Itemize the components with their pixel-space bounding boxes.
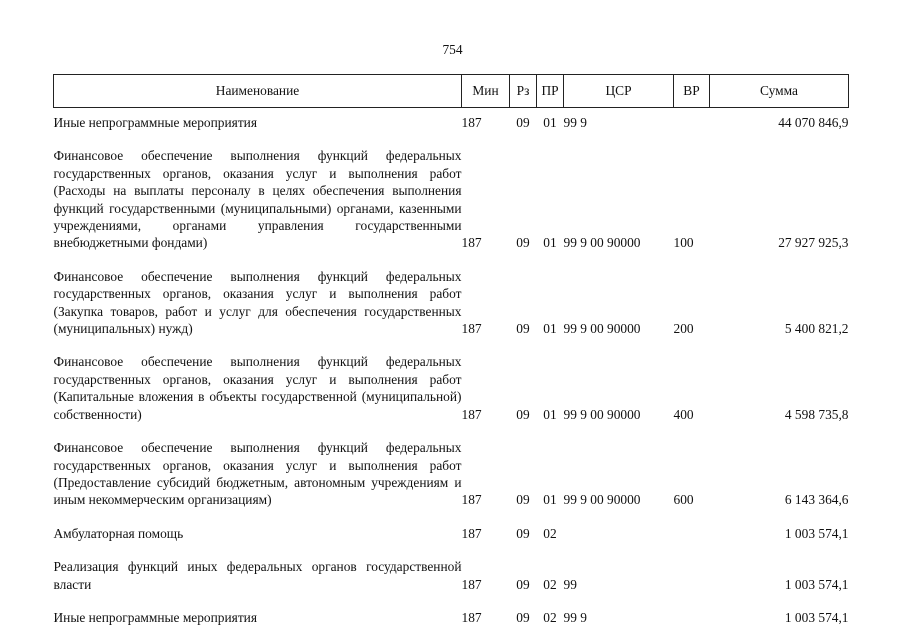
table-row — [54, 509, 849, 542]
row-rz: 09 — [516, 492, 530, 508]
row-sum: 6 143 364,6 — [784, 492, 849, 508]
row-min: 187 — [461, 576, 482, 592]
row-vr: 600 — [673, 492, 694, 508]
row-rz: 09 — [516, 576, 530, 592]
row-name: Реализация функций иных федеральных органов государственной власти — [53, 559, 462, 592]
row-csr — [564, 509, 674, 542]
row-pr: 01 — [543, 492, 557, 508]
row-vr — [674, 542, 710, 593]
row-name: Финансовое обеспечение выполнения функций федеральных государственных органов, оказания услуг и выполнения работ (Закупка товаров, работ и услуг для обеспечения государственных (муниципальных) нужд) — [53, 268, 462, 337]
row-rz: 09 — [516, 609, 530, 625]
header-pr: ПР — [537, 75, 564, 108]
table-row — [54, 108, 849, 132]
row-min: 187 — [461, 115, 482, 130]
row-sum: 1 003 574,1 — [784, 576, 849, 592]
row-vr — [674, 509, 710, 542]
header-csr: ЦСР — [564, 75, 674, 108]
row-sum: 27 927 925,3 — [778, 235, 849, 251]
header-min: Мин — [462, 75, 510, 108]
row-csr: 99 9 00 90000 — [563, 492, 641, 508]
table-header-row — [54, 75, 849, 108]
row-csr: 99 9 00 90000 — [563, 235, 641, 251]
row-vr — [674, 108, 710, 132]
row-pr: 01 — [543, 235, 557, 251]
row-min: 187 — [461, 525, 482, 541]
row-rz: 09 — [516, 115, 530, 130]
table-row — [54, 337, 849, 423]
header-rz: Рз — [510, 75, 537, 108]
page-number: 754 — [442, 42, 463, 57]
row-rz: 09 — [516, 321, 530, 337]
row-csr: 99 9 — [563, 609, 587, 625]
row-min: 187 — [461, 235, 482, 251]
row-name: Амбулаторная помощь — [53, 525, 184, 541]
row-name: Иные непрограммные мероприятия — [53, 609, 257, 625]
header-sum: Сумма — [710, 75, 849, 108]
row-pr: 01 — [543, 115, 557, 130]
row-csr: 99 9 00 90000 — [563, 321, 641, 337]
row-vr: 200 — [673, 321, 694, 337]
table-row — [54, 423, 849, 509]
row-name: Финансовое обеспечение выполнения функций федеральных государственных органов, оказания услуг и выполнения работ (Предоставление субсидий бюджетным, автономным учреждениям и иным некоммерческим организациям) — [53, 440, 462, 508]
row-rz: 09 — [516, 406, 530, 422]
table-row — [54, 252, 849, 338]
row-sum: 44 070 846,9 — [778, 115, 849, 130]
header-vr: ВР — [674, 75, 710, 108]
row-rz: 09 — [516, 525, 530, 541]
row-name: Финансовое обеспечение выполнения функций федеральных государственных органов, оказания услуг и выполнения работ (Капитальные вложения в объекты государственной (муниципальной) собственности) — [53, 354, 462, 422]
row-sum: 1 003 574,1 — [784, 525, 849, 541]
row-vr: 400 — [673, 406, 694, 422]
row-sum: 5 400 821,2 — [784, 321, 849, 337]
row-name: Иные непрограммные мероприятия — [53, 115, 257, 130]
row-sum: 1 003 574,1 — [784, 609, 849, 625]
row-sum: 4 598 735,8 — [784, 406, 849, 422]
table-row — [54, 131, 849, 251]
row-min: 187 — [461, 609, 482, 625]
budget-table — [53, 74, 849, 626]
table-row — [54, 542, 849, 593]
row-pr: 02 — [543, 576, 557, 592]
row-min: 187 — [461, 492, 482, 508]
header-name: Наименование — [54, 75, 462, 108]
row-min: 187 — [461, 321, 482, 337]
row-csr: 99 9 00 90000 — [563, 406, 641, 422]
row-rz: 09 — [516, 235, 530, 251]
row-vr — [674, 593, 710, 626]
row-min: 187 — [461, 406, 482, 422]
row-pr: 02 — [543, 525, 557, 541]
row-name: Финансовое обеспечение выполнения функций федеральных государственных органов, оказания услуг и выполнения работ (Расходы на выплаты персоналу в целях обеспечения выполнения функций государственными (муниципальными) органами, казенными учреждениями, органами управления государственными внебюджетными фондами) — [53, 148, 462, 251]
row-csr: 99 — [563, 576, 577, 592]
row-pr: 01 — [543, 321, 557, 337]
table-row — [54, 593, 849, 626]
row-vr: 100 — [673, 235, 694, 251]
row-csr: 99 9 — [563, 115, 587, 130]
row-pr: 02 — [543, 609, 557, 625]
row-pr: 01 — [543, 406, 557, 422]
